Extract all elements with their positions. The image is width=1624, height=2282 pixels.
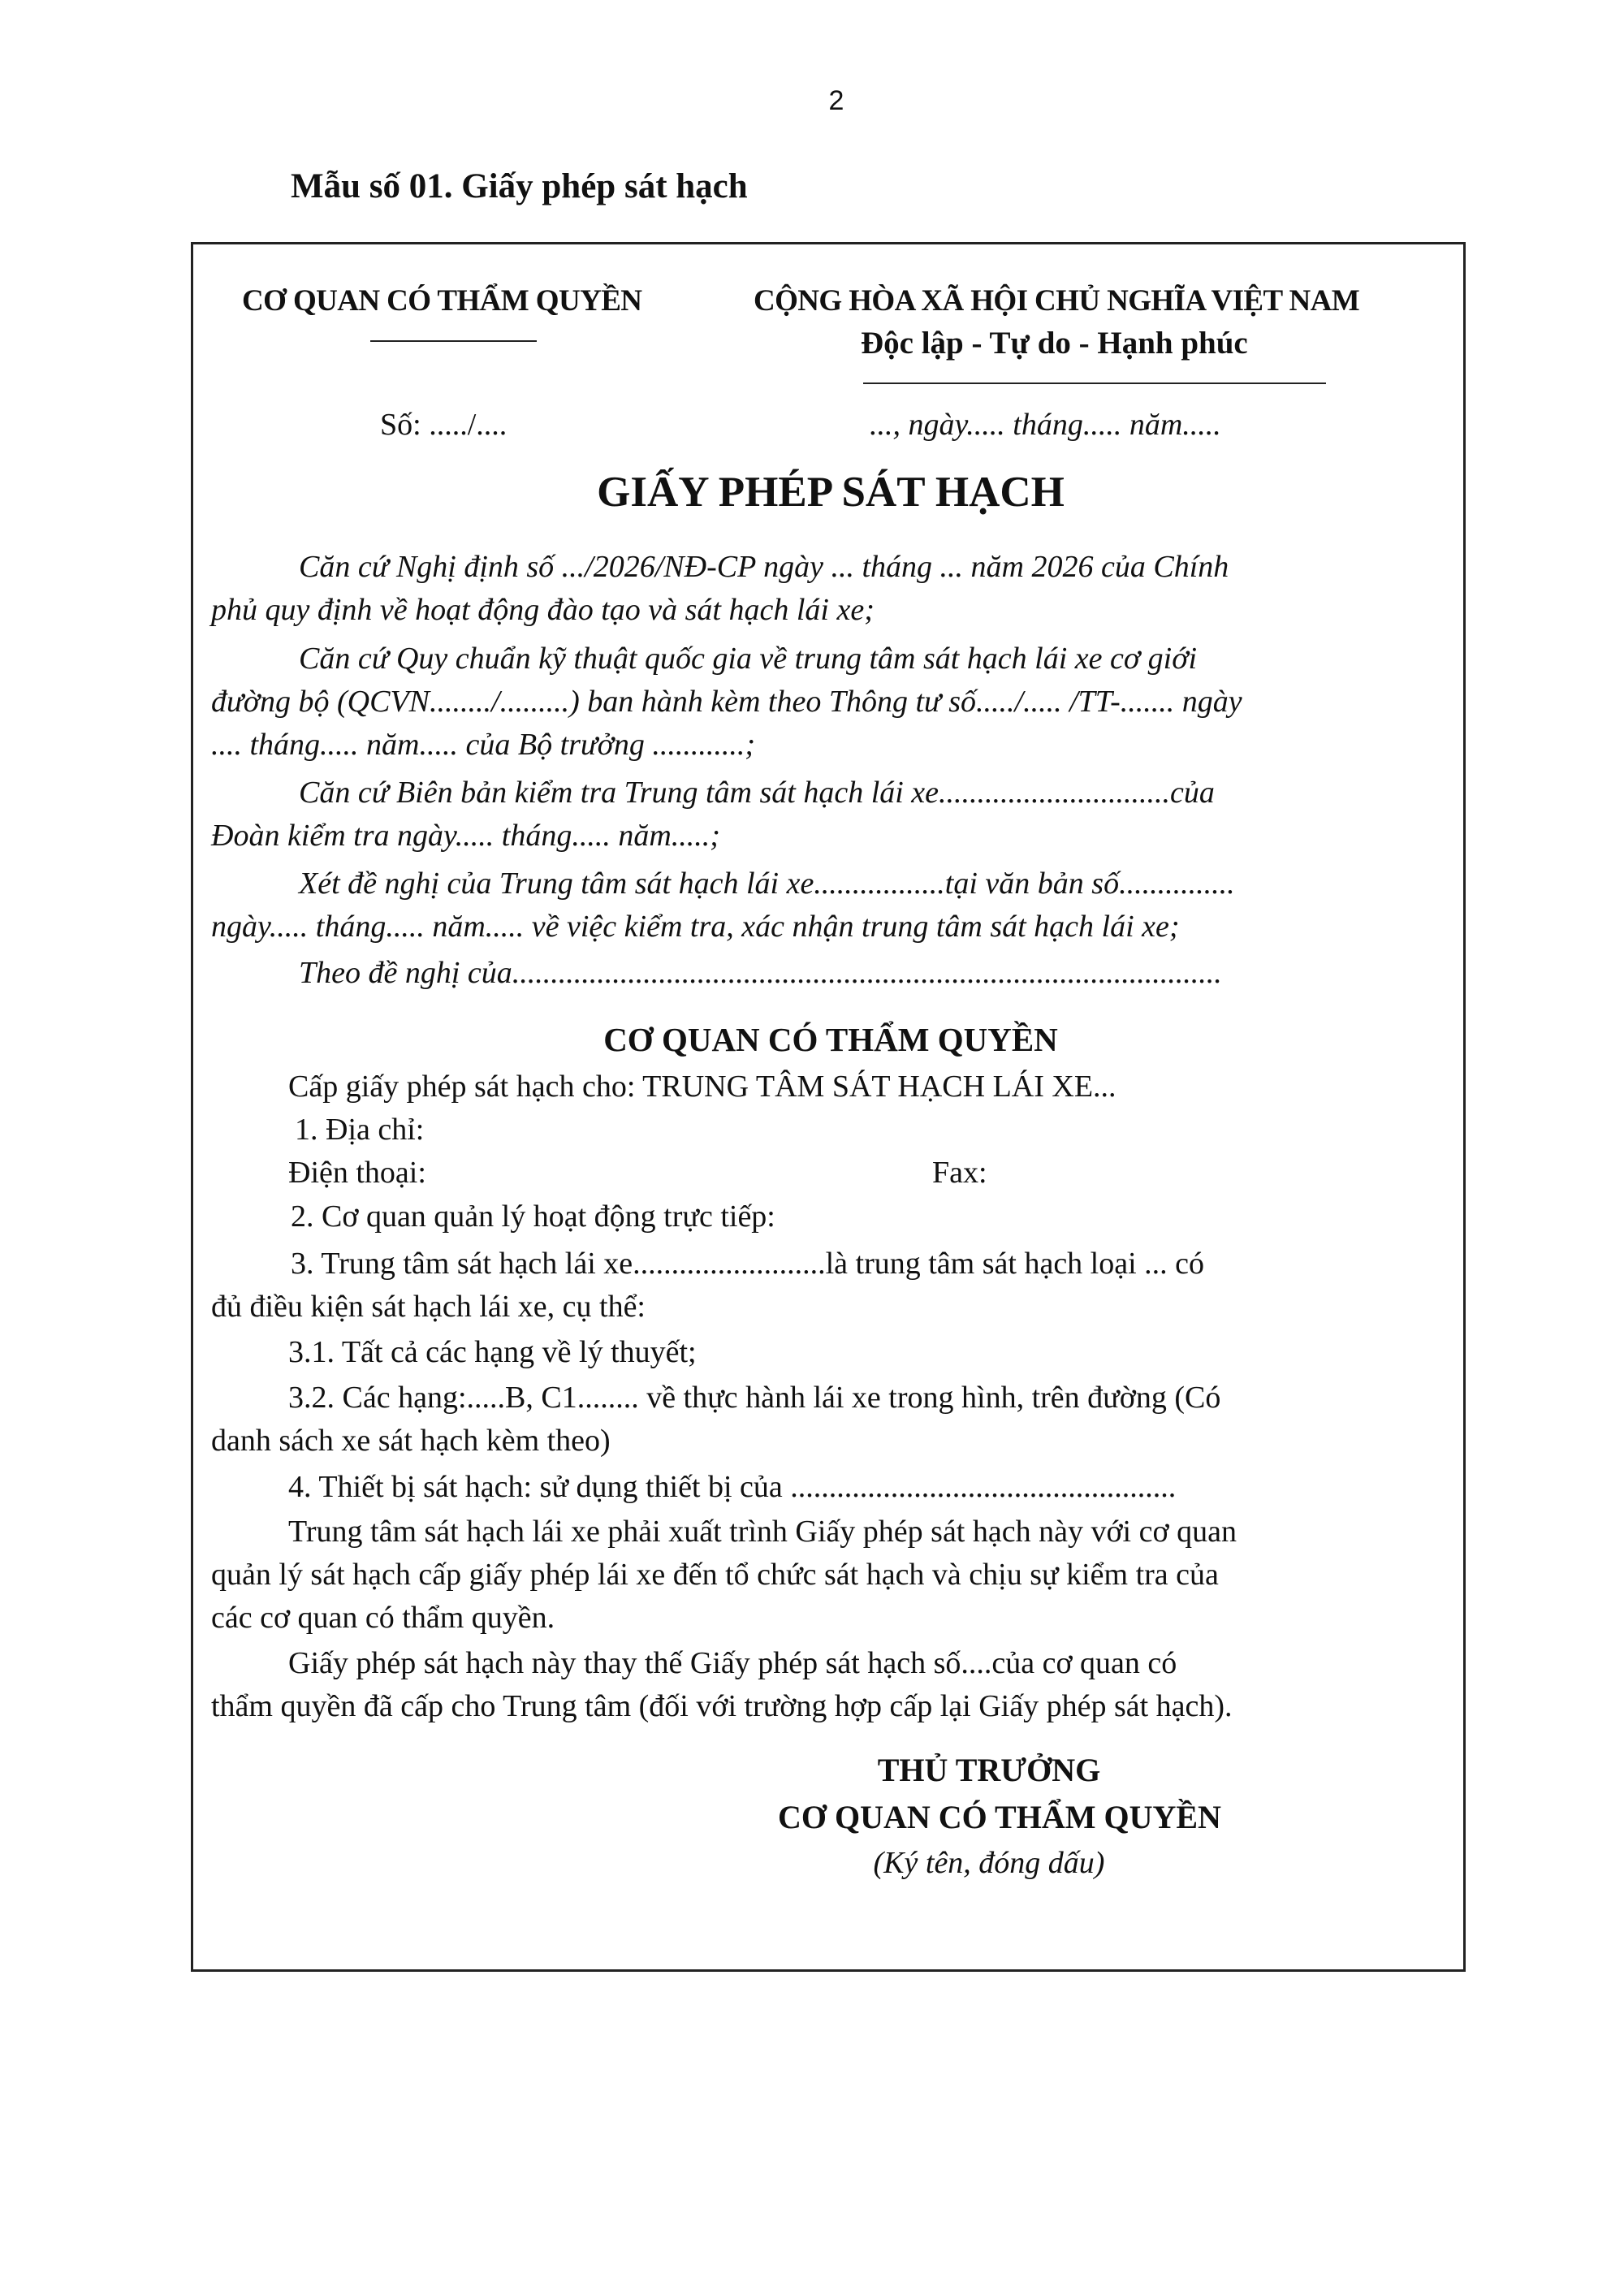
basis-line: phủ quy định về hoạt động đào tạo và sát hạch lái xe; [211,593,875,627]
replacement-line: Giấy phép sát hạch này thay thế Giấy phép sát hạch số....của cơ quan có [288,1646,1177,1680]
basis-line: Theo đề nghị của............................................................................................ [299,956,1222,990]
item31-line: 3.1. Tất cả các hạng về lý thuyết; [288,1335,697,1369]
replacement-line: thẩm quyền đã cấp cho Trung tâm (đối với trường hợp cấp lại Giấy phép sát hạch). [211,1689,1233,1723]
item32-line: danh sách xe sát hạch kèm theo) [211,1424,611,1458]
agency-underline [370,340,537,342]
basis-line: đường bộ (QCVN......../.........) ban hành kèm theo Thông tư số...../..... /TT-....... ngày [211,685,1242,719]
authority-heading: CƠ QUAN CÓ THẨM QUYỀN [603,1021,1058,1058]
document-number: Số: ...../.... [380,408,508,442]
item3-line: 3. Trung tâm sát hạch lái xe.........................là trung tâm sát hạch loại ... có [291,1247,1205,1281]
page-number: 2 [828,85,844,116]
signature-authority: CƠ QUAN CÓ THẨM QUYỀN [778,1799,1221,1835]
motto-underline [863,382,1326,384]
phone-label: Điện thoại: [288,1156,426,1190]
agency-header: CƠ QUAN CÓ THẨM QUYỀN [242,284,642,318]
signature-title: THỦ TRƯỞNG [877,1752,1101,1788]
place-and-date: ..., ngày..... tháng..... năm..... [870,408,1221,442]
presentation-line: quản lý sát hạch cấp giấy phép lái xe đến tổ chức sát hạch và chịu sự kiểm tra của [211,1558,1219,1592]
managing-agency-line: 2. Cơ quan quản lý hoạt động trực tiếp: [291,1199,775,1234]
address-line: 1. Địa chỉ: [295,1113,425,1147]
item32-line: 3.2. Các hạng:.....B, C1........ về thực hành lái xe trong hình, trên đường (Có [288,1381,1221,1415]
national-name: CỘNG HÒA XÃ HỘI CHỦ NGHĨA VIỆT NAM [754,284,1360,318]
presentation-line: Trung tâm sát hạch lái xe phải xuất trình Giấy phép sát hạch này với cơ quan [288,1515,1237,1549]
basis-line: Căn cứ Biên bản kiểm tra Trung tâm sát hạch lái xe..............................của [299,776,1215,810]
grant-line: Cấp giấy phép sát hạch cho: TRUNG TÂM SÁT HẠCH LÁI XE... [288,1070,1116,1104]
basis-line: .... tháng..... năm..... của Bộ trưởng ............; [211,728,756,762]
document-title: GIẤY PHÉP SÁT HẠCH [597,469,1065,516]
form-label: Mẫu số 01. Giấy phép sát hạch [291,167,748,205]
presentation-line: các cơ quan có thẩm quyền. [211,1601,555,1635]
license-frame [191,242,1466,1972]
national-motto: Độc lập - Tự do - Hạnh phúc [861,326,1248,361]
signature-note: (Ký tên, đóng dấu) [873,1846,1105,1880]
basis-line: Căn cứ Quy chuẩn kỹ thuật quốc gia về trung tâm sát hạch lái xe cơ giới [299,642,1198,676]
fax-label: Fax: [932,1156,987,1190]
basis-line: Đoàn kiểm tra ngày..... tháng..... năm.....; [211,819,720,853]
basis-line: Xét đề nghị của Trung tâm sát hạch lái xe.................tại văn bản số............... [299,867,1235,901]
item3-line: đủ điều kiện sát hạch lái xe, cụ thể: [211,1290,646,1324]
basis-line: ngày..... tháng..... năm..... về việc kiểm tra, xác nhận trung tâm sát hạch lái xe; [211,910,1180,944]
item4-line: 4. Thiết bị sát hạch: sử dụng thiết bị của .................................................. [288,1470,1177,1504]
basis-line: Căn cứ Nghị định số .../2026/NĐ-CP ngày ... tháng ... năm 2026 của Chính [299,550,1229,584]
